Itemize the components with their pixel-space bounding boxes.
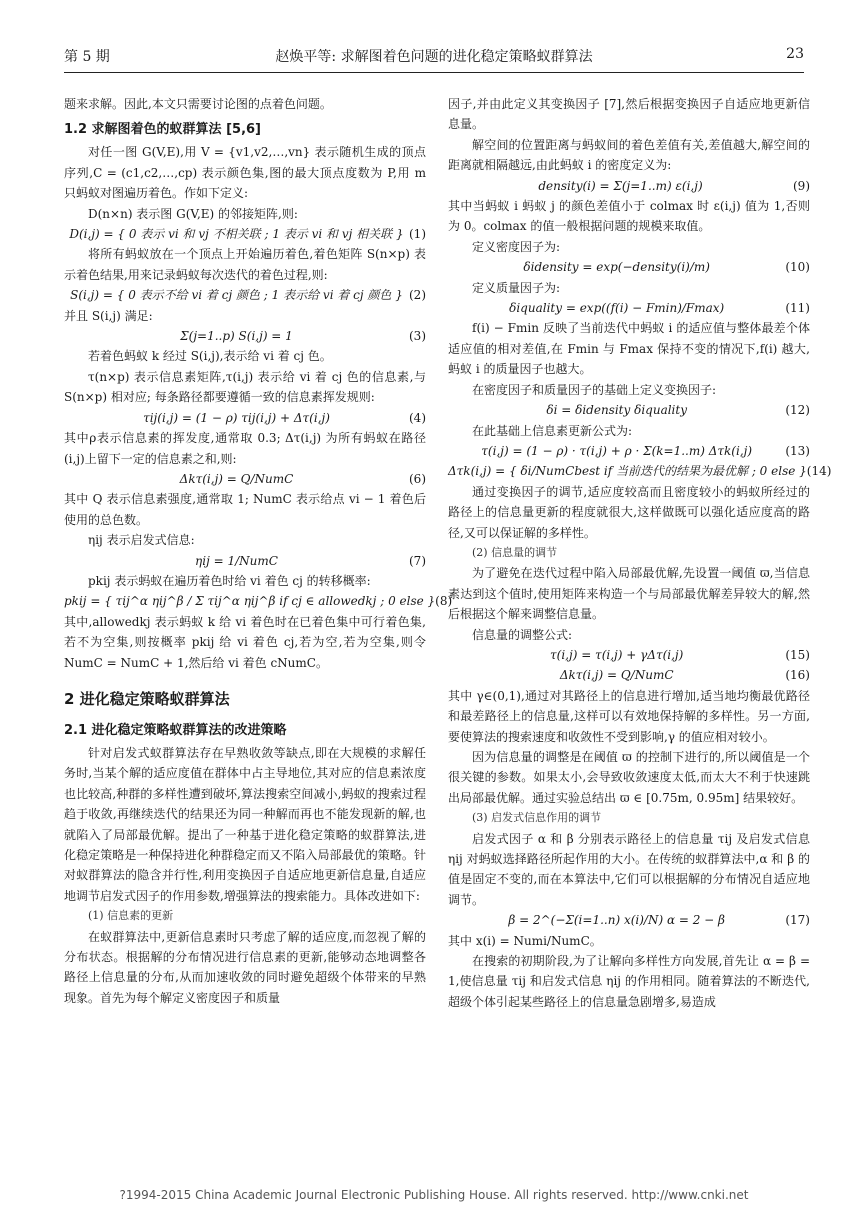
equation [64,285,426,305]
paragraph: 因子,并由此定义其变换因子 [7],然后根据变换因子自适应地更新信息量。 [448,97,810,132]
paragraph: 其中ρ表示信息素的挥发度,通常取 0.3; Δτ(i,j) 为所有蚂蚁在路径(i,j)上留下一定的信息素之和,则: [64,431,426,466]
paragraph: 其中 γ∈(0,1),通过对其路径上的信息进行增加,适当地均衡最优路径和最差路径上的信息量,这样可以有效地保持解的多样性。另一方面,要使算法的搜索速度和收敛性不受到影响,γ 的值应相对较小。 [448,688,810,744]
paragraph: 其中 Q 表示信息素强度,通常取 1; NumC 表示给点 vi − 1 着色后使用的总色数。 [64,492,426,527]
section-heading: 2 进化稳定策略蚁群算法 [64,689,230,708]
paragraph: 若着色蚂蚁 k 经过 S(i,j),表示给 vi 着 cj 色。 [88,349,332,364]
paragraph: f(i) − Fmin 反映了当前迭代中蚂蚁 i 的适应值与整体最差个体适应值的相对差值,在 Fmin 与 Fmax 保持不变的情况下,f(i) 越大,蚂蚁 i 的质量因子也越大。 [448,321,810,377]
equation [448,176,810,196]
equation-body: δi = δidensity δiquality [546,403,687,418]
paragraph: 定义质量因子为: [472,280,561,295]
paragraph: 因为信息量的调整是在阈值 ϖ 的控制下进行的,所以阈值是一个很关键的参数。如果太小,会导致收敛速度太低,而太大不利于快速跳出局部最优解。通过实验总结出 ϖ ∈ [0.75m, 0.95m] 结果较好。 [448,750,810,805]
equation-number: (1) [409,227,426,242]
equation-body: τ(i,j) = τ(i,j) + γΔτ(i,j) [550,647,684,662]
copyright-footer: ?1994-2015 China Academic Journal Electronic Publishing House. All rights reserved. http://www.cnki.net [119,1188,749,1202]
equation-number: (8) [435,594,453,609]
equation [64,551,426,571]
equation [448,400,810,420]
equation-number: (10) [785,260,810,275]
equation-number: (9) [793,178,810,193]
subsection-heading: 1.2 求解图着色的蚁群算法 [5,6] [64,122,261,138]
running-title: 赵焕平等: 求解图着色问题的进化稳定策略蚁群算法 [275,49,593,65]
paragraph: 通过变换因子的调节,适应度较高而且密度较小的蚂蚁所经过的路径上的信息量更新的程度就很大,这样做既可以强化适应度高的路径,又可以保证解的多样性。 [448,484,810,540]
equation-number: (11) [785,301,810,316]
equation-body: Δkτ(i,j) = Q/NumC [179,471,294,486]
equation-number: (6) [409,471,426,486]
paragraph: 定义密度因子为: [472,239,561,254]
subsection-heading: 2.1 进化稳定策略蚁群算法的改进策略 [64,722,287,738]
equation-body: pkij = { τij^α ηij^β / Σ τij^α ηij^β if cj ∈ allowedkj ; 0 else } [64,594,436,609]
sub-subsection-heading: (3) 启发式信息作用的调节 [472,811,602,825]
issue-number: 第 5 期 [64,49,110,65]
equation-number: (12) [785,403,810,418]
equation-body: β = 2^(−Σ(i=1..n) x(i)/N) α = 2 − β [508,913,725,928]
equation-body: Δkτ(i,j) = Q/NumC [559,668,674,683]
equation-number: (14) [806,464,832,479]
equation [448,645,810,665]
paragraph: 信息量的调整公式: [472,627,573,642]
equation [448,665,810,685]
equation [448,461,832,481]
equation-body: τij(i,j) = (1 − ρ) τij(i,j) + Δτ(i,j) [143,410,330,425]
equation-body: δiquality = exp((f(i) − Fmin)/Fmax) [509,301,725,316]
paragraph: 将所有蚂蚁放在一个顶点上开始遍历着色,着色矩阵 S(n×p) 表示着色结果,用来记录蚂蚁每次迭代的着色过程,则: [64,247,426,282]
paragraph: 在搜索的初期阶段,为了让解向多样性方向发展,首先让 α = β = 1,使信息量 τij 和启发式信息 ηij 的作用相同。随着算法的不断迭代,超级个体引起某些路径上的信息量急剧增多,易造成 [448,954,810,1009]
header-rule [64,72,804,73]
paragraph: pkij 表示蚂蚁在遍历着色时给 vi 着色 cj 的转移概率: [88,573,371,588]
paragraph: D(n×n) 表示图 G(V,E) 的邻接矩阵,则: [88,206,298,221]
paragraph: 在蚁群算法中,更新信息素时只考虑了解的适应度,而忽视了解的分布状态。根据解的分布情况进行信息素的更新,能够动态地调整各路径上信息量的分布,从而加速收敛的同时避免超级个体带来的早熟现象。首先为每个解定义密度因子和质量 [64,929,426,1005]
equation-number: (17) [785,913,810,928]
equation-number: (2) [409,288,426,303]
equation-number: (15) [785,647,810,662]
running-header [64,46,804,68]
paragraph: 针对启发式蚁群算法存在早熟收敛等缺点,即在大规模的求解任务时,当某个解的适应度值在群体中占主导地位,其对应的信息素浓度也比较高,种群的多样性遭到破坏,算法搜索空间减小,蚂蚁的搜索过程趋于收敛,再继续迭代的结果还为同一种解而再也不能发现新的解,也就陷入了局部最优解。提出了一种基于进化稳定策略的蚁群算法,进化稳定策略是一种保持进化种群稳定而又不陷入局部最优的策略。针对蚁群算法的隐含并行性,利用变换因子自适应地更新信息量,自适应地调节启发式因子的作用参数,增强算法的搜索能力。具体改进如下: [64,745,426,903]
left-column [64,94,453,1008]
equation [64,591,453,611]
paragraph: ηij 表示启发式信息: [88,533,195,548]
paragraph: 题来求解。因此,本文只需要讨论图的点着色问题。 [64,97,332,111]
equation [448,298,810,318]
paragraph: 启发式因子 α 和 β 分别表示路径上的信息量 τij 及启发式信息 ηij 对蚂蚁选择路径所起作用的大小。在传统的蚁群算法中,α 和 β 的值是固定不变的,而在本算法中,它们可以根据解的分布情况自适应地调节。 [448,831,810,907]
paragraph: 对任一图 G(V,E),用 V = {v1,v2,…,vn} 表示随机生成的顶点序列,C = (c1,c2,…,cp) 表示颜色集,图的最大顶点度数为 P,用 m 只蚂蚁对图遍历着色。作如下定义: [64,145,426,201]
equation-body: Σ(j=1..p) S(i,j) = 1 [180,329,293,344]
paragraph: 其中,allowedkj 表示蚂蚁 k 给 vi 着色时在已着色集中可行着色集,若不为空集,则按概率 pkij 给 vi 着色 cj,若为空,若为空集,则令 NumC = NumC + 1,然后给 vi 着色 cNumC。 [64,614,426,670]
right-column [448,94,832,1012]
equation-number: (13) [785,443,810,458]
equation-body: ηij = 1/NumC [195,553,278,568]
equation [64,469,426,489]
paragraph: 其中 x(i) = Numi/NumC。 [448,933,602,948]
equation-body: D(i,j) = { 0 表示 vi 和 vj 不相关联 ; 1 表示 vi 和 vj 相关联 } [69,227,404,242]
paragraph: 为了避免在迭代过程中陷入局部最优解,先设置一阈值 ϖ,当信息素达到这个值时,使用矩阵来构造一个与局部最优解差异较大的解,然后根据这个解来调整信息量。 [448,566,810,622]
sub-subsection-heading: (1) 信息素的更新 [88,909,174,923]
equation [448,441,810,461]
equation-number: (3) [409,329,426,344]
paragraph: 其中当蚂蚁 i 蚂蚁 j 的颜色差值小于 colmax 时 ε(i,j) 值为 1,否则为 0。colmax 的值一般根据问题的规模来取值。 [448,199,810,234]
equation [64,326,426,346]
equation-number: (16) [785,668,810,683]
equation-number: (4) [409,410,426,425]
paragraph: 在密度因子和质量因子的基础上定义变换因子: [472,382,717,397]
equation [448,910,810,930]
equation-body: τ(i,j) = (1 − ρ) · τ(i,j) + ρ · Σ(k=1..m) Δτk(i,j) [481,443,753,458]
equation-body: Δτk(i,j) = { δi/NumCbest if 当前迭代的结果为最优解 ; 0 else } [448,464,807,479]
page-number: 23 [786,46,804,62]
paragraph: 在此基础上信息素更新公式为: [472,423,633,438]
paragraph: 并且 S(i,j) 满足: [64,308,153,323]
equation-body: δidensity = exp(−density(i)/m) [523,260,710,275]
equation [448,257,810,277]
equation-body: S(i,j) = { 0 表示不给 vi 着 cj 颜色 ; 1 表示给 vi 着 cj 颜色 } [70,288,403,303]
equation [64,408,426,428]
paragraph: 解空间的位置距离与蚂蚁间的着色差值有关,差值越大,解空间的距离就相隔越远,由此蚂蚁 i 的密度定义为: [448,137,810,173]
paragraph: τ(n×p) 表示信息素矩阵,τ(i,j) 表示给 vi 着 cj 色的信息素,与 S(n×p) 相对应; 每条路径都要遵循一致的信息素挥发规则: [64,369,426,405]
sub-subsection-heading: (2) 信息量的调节 [472,545,558,559]
equation [64,224,426,244]
equation-number: (7) [409,553,426,568]
equation-body: density(i) = Σ(j=1..m) ε(i,j) [538,178,703,193]
